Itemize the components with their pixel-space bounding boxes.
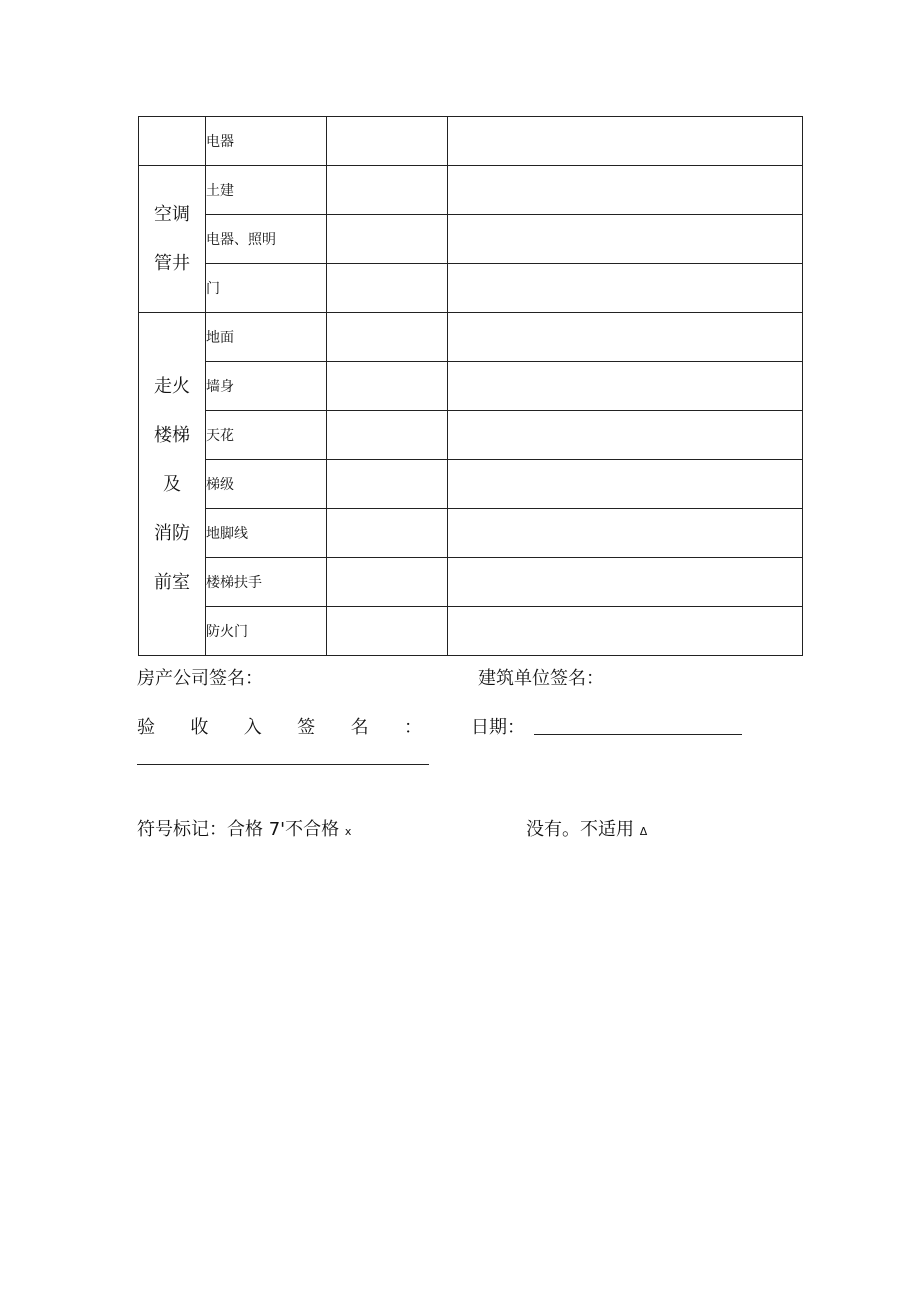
remark-cell[interactable] <box>448 558 803 607</box>
item-cell: 电器、照明 <box>206 215 327 264</box>
category-line: 前室 <box>154 571 190 593</box>
item-cell: 门 <box>206 264 327 313</box>
item-cell: 天花 <box>206 411 327 460</box>
remark-cell[interactable] <box>448 166 803 215</box>
item-cell: 防火门 <box>206 607 327 656</box>
item-cell: 梯级 <box>206 460 327 509</box>
inspector-char: ： <box>403 717 422 738</box>
category-line: 楼梯 <box>154 424 190 446</box>
result-cell[interactable] <box>327 117 448 166</box>
symbol-legend <box>137 815 351 841</box>
inspector-char: 签 <box>297 717 316 738</box>
table-row <box>139 166 803 215</box>
table-row <box>139 558 803 607</box>
result-cell[interactable] <box>327 558 448 607</box>
triangle-icon: Δ <box>639 825 648 838</box>
result-cell[interactable] <box>327 460 448 509</box>
category-line: 走火 <box>154 375 190 397</box>
not-applicable-legend <box>526 815 647 841</box>
result-cell[interactable] <box>327 215 448 264</box>
result-cell[interactable] <box>327 411 448 460</box>
result-cell[interactable] <box>327 264 448 313</box>
na-text: 没有。不适用 <box>526 819 634 840</box>
item-cell: 电器 <box>206 117 327 166</box>
construction-unit-signature-label: 建筑单位签名： <box>478 668 604 689</box>
result-cell[interactable] <box>327 509 448 558</box>
remark-cell[interactable] <box>448 362 803 411</box>
table-row <box>139 509 803 558</box>
remark-cell[interactable] <box>448 411 803 460</box>
category-line: 消防 <box>154 522 190 544</box>
table-row <box>139 460 803 509</box>
table-row <box>139 264 803 313</box>
category-cell-stairs <box>139 313 206 656</box>
fail-mark-icon: x <box>344 825 352 838</box>
inspector-char: 入 <box>243 717 262 738</box>
inspector-char: 验 <box>137 717 155 738</box>
category-cell-blank <box>139 117 206 166</box>
legend-prefix: 符号标记：合格 7'不合格 <box>137 819 340 840</box>
remark-cell[interactable] <box>448 264 803 313</box>
remark-cell[interactable] <box>448 215 803 264</box>
category-line: 空调 <box>154 204 190 225</box>
table-row <box>139 362 803 411</box>
inspector-signature-label <box>137 713 422 739</box>
date-label: 日期： <box>471 717 525 738</box>
category-line: 管井 <box>154 253 190 274</box>
item-cell: 土建 <box>206 166 327 215</box>
inspector-char: 名 <box>350 717 369 738</box>
inspector-char: 收 <box>190 717 209 738</box>
table-row <box>139 313 803 362</box>
result-cell[interactable] <box>327 362 448 411</box>
item-cell: 地面 <box>206 313 327 362</box>
item-cell: 墙身 <box>206 362 327 411</box>
item-cell: 地脚线 <box>206 509 327 558</box>
remark-cell[interactable] <box>448 117 803 166</box>
category-cell-ac-shaft <box>139 166 206 313</box>
remark-cell[interactable] <box>448 313 803 362</box>
inspector-signature-underline[interactable] <box>137 764 429 765</box>
table-row <box>139 411 803 460</box>
property-company-signature-label: 房产公司签名： <box>137 668 263 689</box>
item-cell: 楼梯扶手 <box>206 558 327 607</box>
remark-cell[interactable] <box>448 607 803 656</box>
result-cell[interactable] <box>327 313 448 362</box>
remark-cell[interactable] <box>448 509 803 558</box>
table-row <box>139 607 803 656</box>
table-row <box>139 117 803 166</box>
result-cell[interactable] <box>327 607 448 656</box>
remark-cell[interactable] <box>448 460 803 509</box>
result-cell[interactable] <box>327 166 448 215</box>
category-line: 及 <box>163 473 181 495</box>
table-row <box>139 215 803 264</box>
date-underline[interactable] <box>534 734 742 735</box>
inspection-table <box>138 116 803 656</box>
